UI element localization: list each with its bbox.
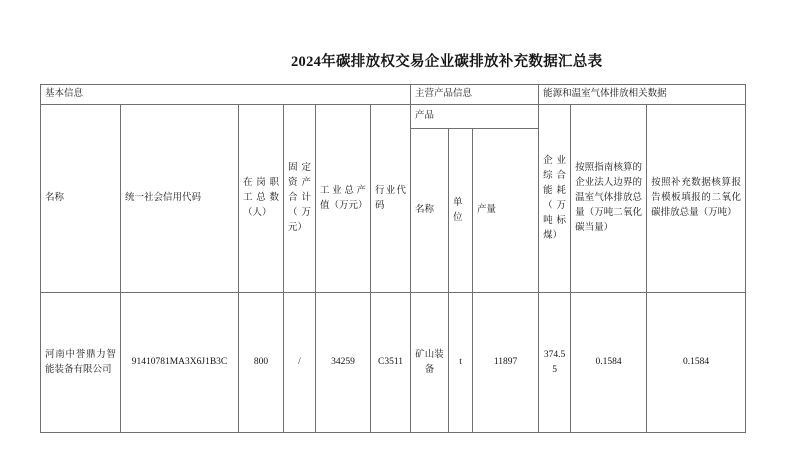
section-main-products: 主营产品信息 xyxy=(411,85,539,105)
col-header-industry-code: 行业代码 xyxy=(371,105,411,293)
cell-ghg-total: 0.1584 xyxy=(571,293,647,433)
col-header-industrial-output: 工业总产值（万元） xyxy=(316,105,371,293)
col-header-ghg-total: 按照指南核算的企业法人边界的温室气体排放总量（万吨二氧化碳当量） xyxy=(571,105,647,293)
col-header-co2-total: 按照补充数据核算报告模板填报的二氧化碳排放总量（万吨） xyxy=(647,105,746,293)
col-header-energy-consumption: 企业综合能耗（万吨标煤） xyxy=(539,105,571,293)
table-row xyxy=(41,293,746,433)
product-group-header: 产品 xyxy=(411,105,539,129)
col-header-credit-code: 统一社会信用代码 xyxy=(121,105,239,293)
col-header-product-unit: 单位 xyxy=(449,129,473,293)
cell-company-name: 河南中誉鼎力智能装备有限公司 xyxy=(41,293,121,433)
col-header-product-output: 产量 xyxy=(473,129,539,293)
col-header-fixed-assets: 固定资产合计（万元） xyxy=(284,105,316,293)
cell-energy-consumption: 374.55 xyxy=(539,293,571,433)
cell-industrial-output: 34259 xyxy=(316,293,371,433)
cell-credit-code: 91410781MA3X6J1B3C xyxy=(121,293,239,433)
cell-product-output: 11897 xyxy=(473,293,539,433)
summary-table xyxy=(40,84,746,433)
section-basic-info: 基本信息 xyxy=(41,85,411,105)
cell-industry-code: C3511 xyxy=(371,293,411,433)
document-title: 2024年碳排放权交易企业碳排放补充数据汇总表 xyxy=(291,54,603,70)
cell-product-name: 矿山装备 xyxy=(411,293,449,433)
cell-employees: 800 xyxy=(239,293,284,433)
section-energy-data: 能源和温室气体排放相关数据 xyxy=(539,85,746,105)
cell-co2-total: 0.1584 xyxy=(647,293,746,433)
cell-fixed-assets: / xyxy=(284,293,316,433)
col-header-name: 名称 xyxy=(41,105,121,293)
col-header-product-name: 名称 xyxy=(411,129,449,293)
col-header-employees: 在岗职工总数（人） xyxy=(239,105,284,293)
product-group-row xyxy=(41,105,746,129)
cell-product-unit: t xyxy=(449,293,473,433)
section-header-row xyxy=(41,85,746,105)
